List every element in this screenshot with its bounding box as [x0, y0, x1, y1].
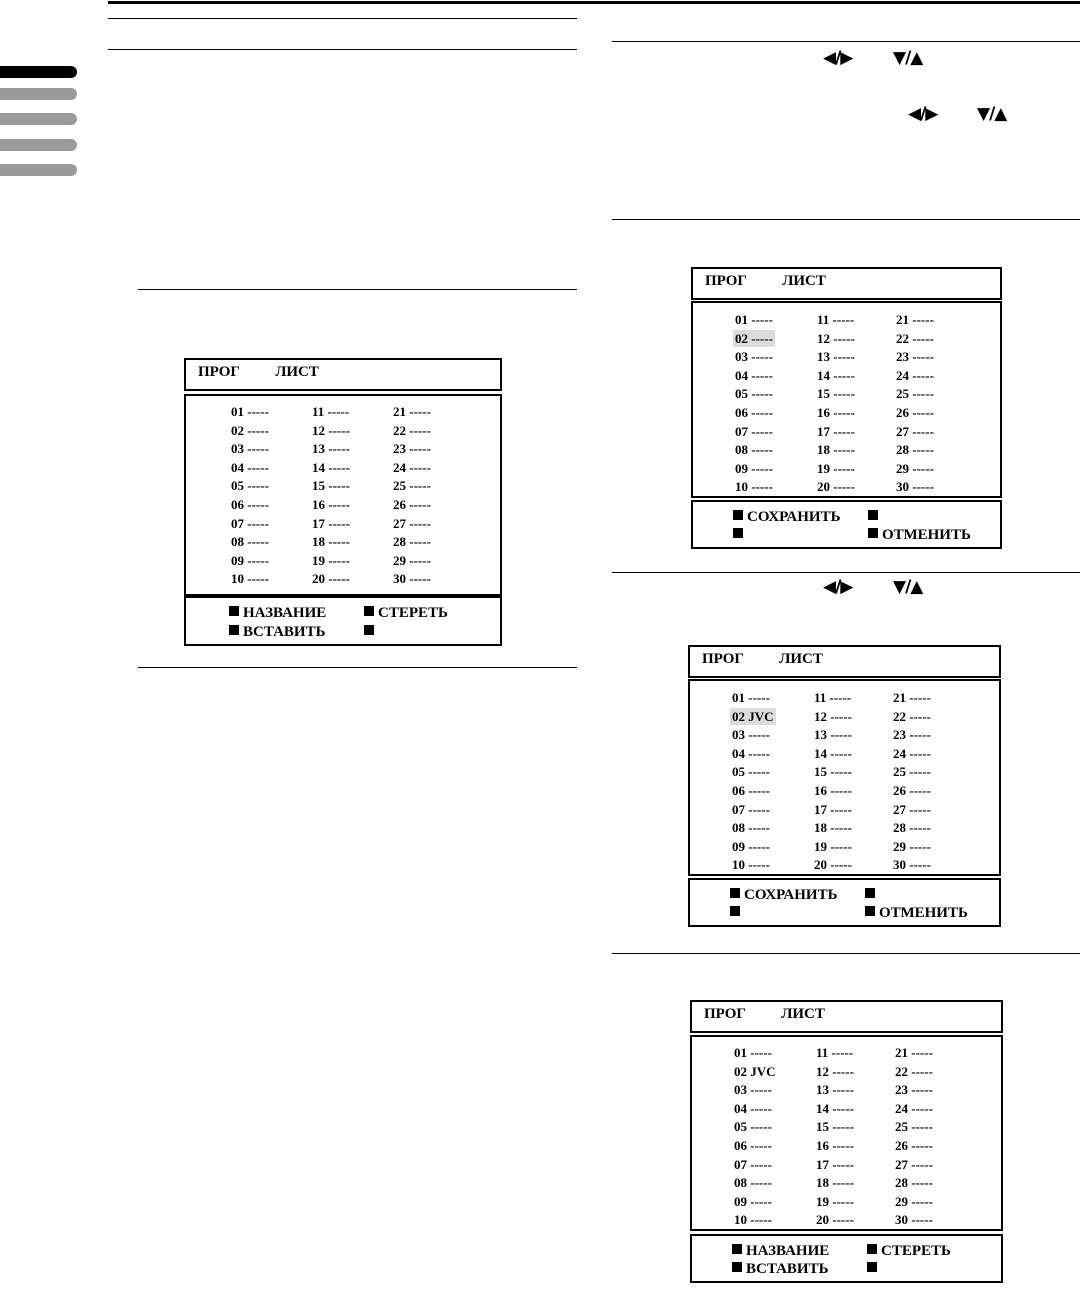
program-entry: 13 -----: [816, 1082, 854, 1098]
menu-option: ВСТАВИТЬ: [229, 623, 326, 641]
menu-option: [867, 1260, 881, 1278]
color-button-icon: [867, 1244, 877, 1254]
right-rule-1: [612, 41, 1080, 42]
program-entry: 15 -----: [817, 386, 855, 402]
program-entry: 03 -----: [734, 1082, 772, 1098]
menu-option: ОТМЕНИТЬ: [868, 526, 971, 544]
down-up-arrows-icon: ▼/▲: [893, 48, 923, 68]
program-entry: 19 -----: [814, 838, 852, 854]
menu-option: СОХРАНИТЬ: [730, 886, 838, 904]
program-entry: 01 -----: [732, 690, 770, 705]
program-entry: 02 JVC: [734, 1063, 776, 1079]
color-button-icon: [730, 906, 740, 916]
right-rule-3: [612, 572, 1080, 573]
program-entry: 22 -----: [393, 422, 431, 438]
program-entry: 12 -----: [312, 422, 350, 438]
program-entry: 10 -----: [735, 479, 773, 495]
program-entry: 18 -----: [814, 820, 852, 836]
program-entry: 16 -----: [817, 405, 855, 420]
down-up-arrows-icon: ▼/▲: [977, 104, 1007, 124]
color-button-icon: [865, 888, 875, 898]
program-entry: 15 -----: [814, 764, 852, 780]
program-entry: 27 -----: [393, 515, 431, 531]
menu-title-bar: [690, 1000, 1003, 1033]
section-tab-5: [0, 164, 77, 176]
program-entry: 21 -----: [895, 1045, 933, 1060]
color-button-icon: [733, 528, 743, 538]
menu-option: [868, 508, 882, 526]
program-entry: 21 -----: [896, 312, 934, 327]
color-button-icon: [733, 510, 743, 520]
program-entry: 04 -----: [732, 745, 770, 761]
program-entry: 25 -----: [896, 386, 934, 402]
color-button-icon: [868, 510, 878, 520]
section-tab-1: [0, 66, 77, 78]
color-button-icon: [868, 528, 878, 538]
program-entry: 01 -----: [231, 404, 269, 419]
program-entry: 09 -----: [732, 838, 770, 854]
program-entry: 15 -----: [816, 1119, 854, 1135]
menu-title-bar: [184, 358, 502, 391]
program-entry: 20 -----: [817, 479, 855, 495]
program-entry: 25 -----: [393, 478, 431, 494]
program-entry: 11 -----: [814, 690, 852, 705]
program-entry: 12 -----: [814, 708, 852, 724]
program-entry: 04 -----: [734, 1100, 772, 1116]
program-entry: 29 -----: [393, 552, 431, 568]
program-entry: 05 -----: [732, 764, 770, 780]
left-right-arrows-icon: ◀/▶: [823, 48, 853, 68]
program-entry: 24 -----: [896, 367, 934, 383]
program-entry: 29 -----: [893, 838, 931, 854]
program-entry: 03 -----: [231, 441, 269, 457]
program-entry: 26 -----: [893, 783, 931, 798]
program-entry: 02 JVC: [732, 708, 774, 724]
program-entry: 06 -----: [735, 405, 773, 420]
program-entry: 14 -----: [814, 745, 852, 761]
program-entry: 13 -----: [814, 727, 852, 743]
left-rule-3: [138, 289, 577, 290]
menu-option: НАЗВАНИЕ: [732, 1242, 829, 1260]
program-entry: 20 -----: [312, 571, 350, 587]
program-entry: 14 -----: [817, 367, 855, 383]
program-entry: 11 -----: [816, 1045, 854, 1060]
color-button-icon: [730, 888, 740, 898]
program-entry: 07 -----: [734, 1156, 772, 1172]
top-rule: [108, 1, 1080, 4]
program-entry: 06 -----: [732, 783, 770, 798]
left-rule-1: [108, 18, 577, 19]
program-entry: 08 -----: [735, 442, 773, 458]
program-entry: 27 -----: [896, 423, 934, 439]
program-entry: 07 -----: [732, 801, 770, 817]
program-entry: 15 -----: [312, 478, 350, 494]
program-entry: 09 -----: [734, 1193, 772, 1209]
menu-option: ОТМЕНИТЬ: [865, 904, 968, 922]
program-entry: 02 -----: [735, 330, 773, 346]
program-entry: 24 -----: [893, 745, 931, 761]
program-entry: 26 -----: [895, 1138, 933, 1153]
program-entry: 19 -----: [816, 1193, 854, 1209]
program-entry: 22 -----: [896, 330, 934, 346]
menu-title: ПРОГ ЛИСТ: [702, 651, 823, 667]
program-entry: 27 -----: [895, 1156, 933, 1172]
program-entry: 11 -----: [817, 312, 855, 327]
menu-option: СТЕРЕТЬ: [867, 1242, 951, 1260]
program-entry: 28 -----: [893, 820, 931, 836]
program-entry: 05 -----: [231, 478, 269, 494]
program-entry: 14 -----: [312, 459, 350, 475]
program-entry: 05 -----: [735, 386, 773, 402]
program-entry: 08 -----: [231, 534, 269, 550]
menu-option: [733, 526, 747, 544]
program-entry: 04 -----: [231, 459, 269, 475]
program-entry: 30 -----: [895, 1212, 933, 1228]
program-entry: 26 -----: [393, 497, 431, 512]
program-entry: 22 -----: [893, 708, 931, 724]
menu-option: [730, 904, 744, 922]
menu-title: ПРОГ ЛИСТ: [198, 364, 319, 380]
menu-title: ПРОГ ЛИСТ: [705, 273, 826, 289]
program-entry: 01 -----: [735, 312, 773, 327]
program-entry: 13 -----: [817, 349, 855, 365]
program-entry: 11 -----: [312, 404, 350, 419]
program-entry: 07 -----: [735, 423, 773, 439]
program-entry: 12 -----: [816, 1063, 854, 1079]
program-entry: 28 -----: [393, 534, 431, 550]
menu-title-bar: [688, 645, 1001, 678]
program-entry: 19 -----: [312, 552, 350, 568]
program-entry: 10 -----: [231, 571, 269, 587]
program-entry: 09 -----: [231, 552, 269, 568]
menu-option: [865, 886, 879, 904]
color-button-icon: [865, 906, 875, 916]
program-entry: 21 -----: [393, 404, 431, 419]
program-entry: 18 -----: [312, 534, 350, 550]
program-entry: 09 -----: [735, 460, 773, 476]
program-entry: 07 -----: [231, 515, 269, 531]
program-entry: 10 -----: [732, 857, 770, 873]
program-entry: 29 -----: [895, 1193, 933, 1209]
program-entry: 30 -----: [393, 571, 431, 587]
program-entry: 17 -----: [816, 1156, 854, 1172]
color-button-icon: [364, 606, 374, 616]
program-entry: 17 -----: [312, 515, 350, 531]
menu-option: СОХРАНИТЬ: [733, 508, 841, 526]
program-entry: 30 -----: [893, 857, 931, 873]
program-entry: 18 -----: [817, 442, 855, 458]
program-entry: 16 -----: [312, 497, 350, 512]
program-entry: 10 -----: [734, 1212, 772, 1228]
program-entry: 17 -----: [814, 801, 852, 817]
program-entry: 24 -----: [393, 459, 431, 475]
program-entry: 23 -----: [895, 1082, 933, 1098]
program-entry: 26 -----: [896, 405, 934, 420]
program-entry: 20 -----: [814, 857, 852, 873]
program-entry: 03 -----: [735, 349, 773, 365]
program-entry: 16 -----: [814, 783, 852, 798]
program-entry: 06 -----: [734, 1138, 772, 1153]
right-rule-2: [612, 219, 1080, 220]
program-entry: 30 -----: [896, 479, 934, 495]
program-entry: 25 -----: [893, 764, 931, 780]
program-entry: 18 -----: [816, 1175, 854, 1191]
program-entry: 25 -----: [895, 1119, 933, 1135]
program-entry: 02 -----: [231, 422, 269, 438]
program-entry: 08 -----: [734, 1175, 772, 1191]
program-entry: 28 -----: [896, 442, 934, 458]
program-entry: 24 -----: [895, 1100, 933, 1116]
program-entry: 06 -----: [231, 497, 269, 512]
menu-option: НАЗВАНИЕ: [229, 604, 326, 622]
down-up-arrows-icon: ▼/▲: [893, 577, 923, 597]
menu-option: ВСТАВИТЬ: [732, 1260, 829, 1278]
program-entry: 23 -----: [393, 441, 431, 457]
program-entry: 12 -----: [817, 330, 855, 346]
left-rule-4: [138, 667, 577, 668]
program-entry: 14 -----: [816, 1100, 854, 1116]
program-entry: 16 -----: [816, 1138, 854, 1153]
program-entry: 01 -----: [734, 1045, 772, 1060]
menu-title-bar: [691, 267, 1002, 300]
color-button-icon: [732, 1244, 742, 1254]
left-right-arrows-icon: ◀/▶: [823, 577, 853, 597]
left-rule-2: [108, 49, 577, 50]
section-tab-3: [0, 113, 77, 125]
left-right-arrows-icon: ◀/▶: [908, 104, 938, 124]
color-button-icon: [229, 606, 239, 616]
program-entry: 29 -----: [896, 460, 934, 476]
program-entry: 04 -----: [735, 367, 773, 383]
program-entry: 08 -----: [732, 820, 770, 836]
section-tab-4: [0, 139, 77, 151]
program-entry: 17 -----: [817, 423, 855, 439]
color-button-icon: [732, 1262, 742, 1272]
section-tab-2: [0, 88, 77, 100]
program-entry: 23 -----: [893, 727, 931, 743]
color-button-icon: [867, 1262, 877, 1272]
color-button-icon: [364, 625, 374, 635]
program-entry: 22 -----: [895, 1063, 933, 1079]
program-entry: 05 -----: [734, 1119, 772, 1135]
program-entry: 28 -----: [895, 1175, 933, 1191]
right-rule-4: [612, 953, 1080, 954]
program-entry: 23 -----: [896, 349, 934, 365]
program-entry: 20 -----: [816, 1212, 854, 1228]
program-entry: 19 -----: [817, 460, 855, 476]
menu-option: СТЕРЕТЬ: [364, 604, 448, 622]
program-entry: 03 -----: [732, 727, 770, 743]
menu-option: [364, 623, 378, 641]
program-entry: 21 -----: [893, 690, 931, 705]
program-entry: 13 -----: [312, 441, 350, 457]
menu-title: ПРОГ ЛИСТ: [704, 1006, 825, 1022]
color-button-icon: [229, 625, 239, 635]
program-entry: 27 -----: [893, 801, 931, 817]
